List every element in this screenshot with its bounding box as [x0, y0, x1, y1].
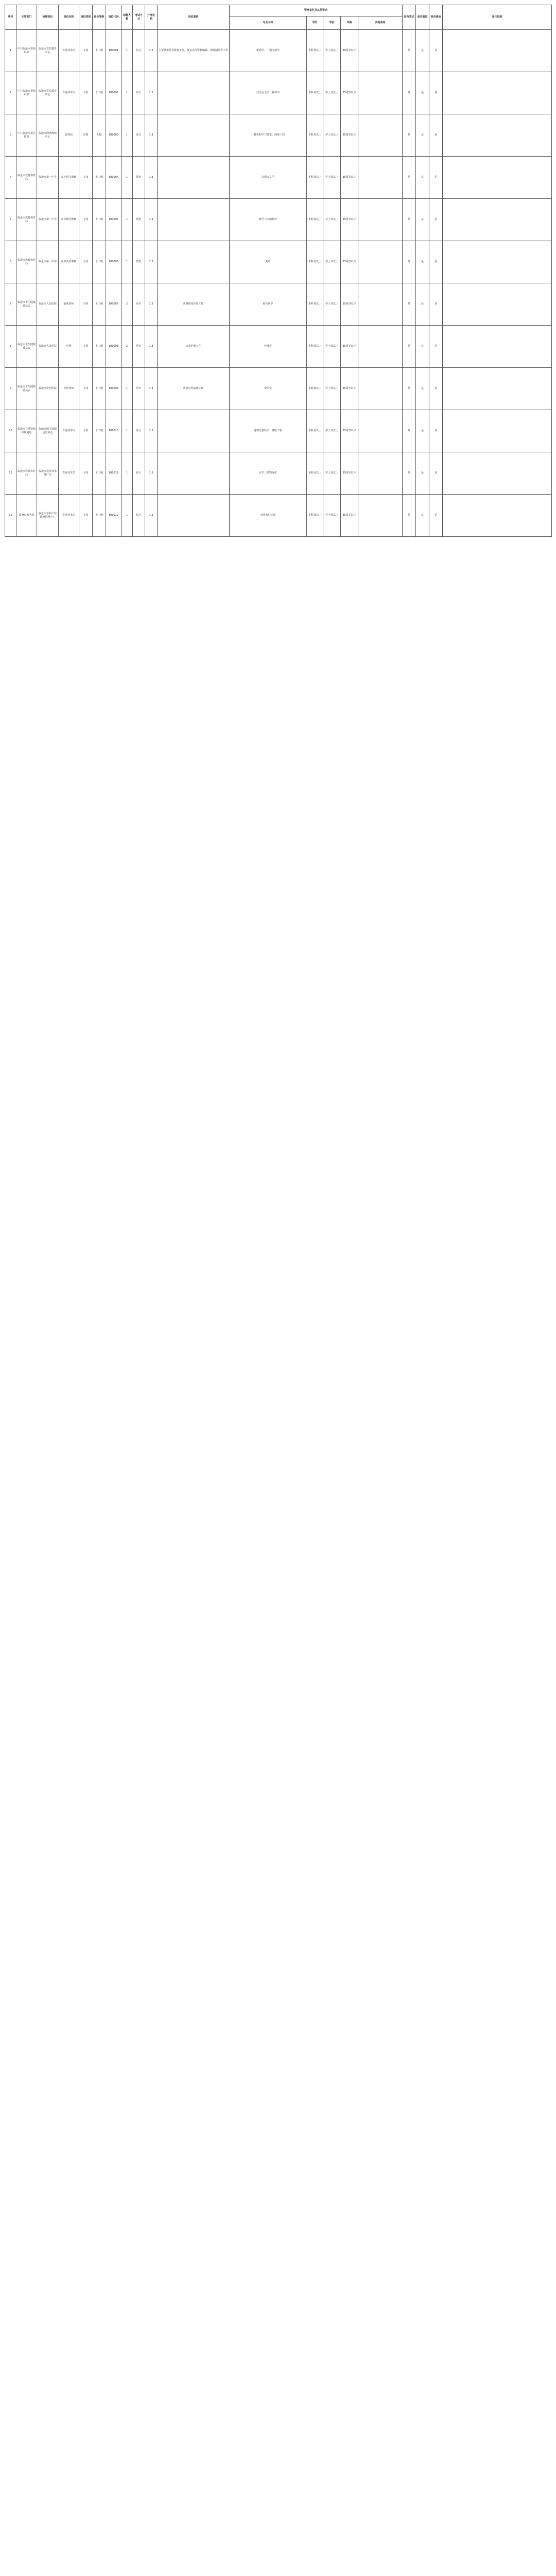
cell-method: 综合 — [133, 495, 145, 537]
cell-count: 1 — [121, 495, 133, 537]
cell-age: 35周岁以下 — [341, 283, 358, 326]
cell-count: 1 — [121, 452, 133, 495]
header-major: 专业名称 — [230, 16, 307, 30]
cell-deg: 学士及以上 — [323, 72, 341, 114]
header-edu: 学历 — [307, 16, 323, 30]
cell-level: 十二级 — [93, 72, 106, 114]
cell-age: 35周岁以下 — [341, 30, 358, 72]
cell-a: 是 — [403, 452, 416, 495]
cell-unit: 临沧市党员教育中心 — [37, 72, 59, 114]
cell-major: 农学、植物保护 — [230, 452, 307, 495]
cell-edu: 本科及以上 — [307, 157, 323, 199]
cell-remark — [443, 326, 552, 368]
cell-dept: 临沧市农业农村局 — [16, 452, 37, 495]
cell-remark — [443, 241, 552, 283]
cell-post: 高中数学教师 — [59, 199, 79, 241]
cell-type: 专技 — [79, 72, 93, 114]
cell-level: 十二级 — [93, 495, 106, 537]
header-exam-b: 是否面试 — [416, 5, 429, 30]
cell-ratio: 1:3 — [145, 452, 158, 495]
cell-type: 专技 — [79, 452, 93, 495]
cell-b: 是 — [416, 30, 429, 72]
cell-count: 2 — [121, 283, 133, 326]
cell-age: 35周岁以下 — [341, 241, 358, 283]
cell-other — [358, 452, 403, 495]
cell-other — [358, 241, 403, 283]
cell-post: 高中语文教师 — [59, 157, 79, 199]
cell-deg: 学士及以上 — [323, 283, 341, 326]
cell-count: 1 — [121, 241, 133, 283]
cell-post: 农业技术员 — [59, 452, 79, 495]
cell-index: 10 — [5, 410, 16, 452]
cell-duty — [158, 241, 230, 283]
cell-dept: 临沧市卫生健康委员会 — [16, 368, 37, 410]
cell-post: 专业技术岗 — [59, 410, 79, 452]
cell-age: 35周岁以下 — [341, 452, 358, 495]
cell-level: 十二级 — [93, 157, 106, 199]
cell-level: 十二级 — [93, 326, 106, 368]
cell-deg: 学士及以上 — [323, 495, 341, 537]
cell-duty: 从事临床医疗工作 — [158, 283, 230, 326]
cell-b: 是 — [416, 199, 429, 241]
cell-deg: 学士及以上 — [323, 114, 341, 157]
cell-dept: 中共临沧市委组织部 — [16, 30, 37, 72]
cell-b: 是 — [416, 452, 429, 495]
cell-duty: 从事中医临床工作 — [158, 368, 230, 410]
cell-major: 护理学 — [230, 326, 307, 368]
cell-type: 专技 — [79, 283, 93, 326]
cell-count: 1 — [121, 199, 133, 241]
cell-edu: 本科及以上 — [307, 114, 323, 157]
cell-other — [358, 495, 403, 537]
cell-type: 专技 — [79, 368, 93, 410]
cell-remark — [443, 368, 552, 410]
cell-other — [358, 30, 403, 72]
cell-duty — [158, 157, 230, 199]
table-row — [5, 368, 552, 410]
table-row — [5, 157, 552, 199]
cell-type: 专技 — [79, 410, 93, 452]
cell-code: 100008 — [106, 326, 121, 368]
cell-dept: 临沧市卫生健康委员会 — [16, 283, 37, 326]
cell-unit: 临沧市第一中学 — [37, 241, 59, 283]
cell-duty — [158, 114, 230, 157]
cell-b: 是 — [416, 368, 429, 410]
cell-type: 专技 — [79, 30, 93, 72]
cell-unit: 临沧市第一中学 — [37, 157, 59, 199]
cell-level: 十二级 — [93, 368, 106, 410]
cell-unit: 临沧市网络舆情中心 — [37, 114, 59, 157]
cell-unit: 临沧市水利工程建设管理中心 — [37, 495, 59, 537]
cell-ratio: 1:3 — [145, 495, 158, 537]
cell-method: 综合 — [133, 410, 145, 452]
cell-c: 是 — [429, 157, 443, 199]
cell-c: 是 — [429, 495, 443, 537]
cell-duty — [158, 72, 230, 114]
cell-c: 是 — [429, 283, 443, 326]
cell-dept: 临沧市教育体育局 — [16, 157, 37, 199]
cell-ratio: 1:3 — [145, 157, 158, 199]
header-method: 考试方式 — [133, 5, 145, 30]
cell-other — [358, 410, 403, 452]
cell-a: 是 — [403, 241, 416, 283]
cell-b: 是 — [416, 283, 429, 326]
cell-dept: 临沧市教育体育局 — [16, 199, 37, 241]
cell-type: 管理 — [79, 114, 93, 157]
header-exam-a: 是否笔试 — [403, 5, 416, 30]
cell-level: 十二级 — [93, 410, 106, 452]
cell-unit: 临沧市人民医院 — [37, 283, 59, 326]
cell-dept: 中共临沧市委组织部 — [16, 72, 37, 114]
recruitment-table — [5, 5, 552, 537]
header-count: 招聘人数 — [121, 5, 133, 30]
cell-count: 1 — [121, 30, 133, 72]
cell-c: 是 — [429, 241, 443, 283]
cell-index: 2 — [5, 72, 16, 114]
header-exam-c: 是否体检 — [429, 5, 443, 30]
cell-age: 35周岁以下 — [341, 72, 358, 114]
cell-method: 综合 — [133, 452, 145, 495]
header-ratio: 开考比例 — [145, 5, 158, 30]
table-row — [5, 30, 552, 72]
cell-code: 100005 — [106, 199, 121, 241]
table-body — [5, 30, 552, 537]
cell-code: 100007 — [106, 283, 121, 326]
cell-ratio: 1:3 — [145, 410, 158, 452]
cell-a: 是 — [403, 157, 416, 199]
cell-unit: 临沧市农业技术推广站 — [37, 452, 59, 495]
table-row — [5, 114, 552, 157]
cell-major: 中医学 — [230, 368, 307, 410]
cell-count: 1 — [121, 368, 133, 410]
cell-unit: 临沧市第一中学 — [37, 199, 59, 241]
cell-index: 4 — [5, 157, 16, 199]
cell-major: 水利水电工程 — [230, 495, 307, 537]
cell-deg: 学士及以上 — [323, 368, 341, 410]
header-other: 其他条件 — [358, 16, 403, 30]
cell-post: 中医医师 — [59, 368, 79, 410]
header-unit: 招聘单位 — [37, 5, 59, 30]
cell-method: 综合 — [133, 30, 145, 72]
cell-c: 是 — [429, 410, 443, 452]
cell-c: 是 — [429, 72, 443, 114]
cell-unit: 临沧市中医医院 — [37, 368, 59, 410]
cell-age: 35周岁以下 — [341, 114, 358, 157]
cell-remark — [443, 199, 552, 241]
cell-major: 数学与应用数学 — [230, 199, 307, 241]
cell-edu: 本科及以上 — [307, 30, 323, 72]
cell-level: 九级 — [93, 114, 106, 157]
cell-level: 十二级 — [93, 283, 106, 326]
header-post-type: 岗位类别 — [79, 5, 93, 30]
cell-major: 汉语言文学、秘书学 — [230, 72, 307, 114]
cell-type: 专技 — [79, 495, 93, 537]
cell-ratio: 1:3 — [145, 283, 158, 326]
cell-other — [358, 157, 403, 199]
cell-a: 是 — [403, 30, 416, 72]
cell-ratio: 1:3 — [145, 199, 158, 241]
cell-c: 是 — [429, 199, 443, 241]
cell-method: 医疗 — [133, 368, 145, 410]
table-row — [5, 326, 552, 368]
cell-c: 是 — [429, 326, 443, 368]
cell-post: 临床医师 — [59, 283, 79, 326]
table-row — [5, 241, 552, 283]
cell-b: 是 — [416, 72, 429, 114]
cell-age: 35周岁以下 — [341, 199, 358, 241]
cell-unit: 临沧市人民医院 — [37, 326, 59, 368]
cell-remark — [443, 410, 552, 452]
cell-post: 专业技术岗 — [59, 495, 79, 537]
cell-major: 地理信息科学、测绘工程 — [230, 410, 307, 452]
cell-a: 是 — [403, 72, 416, 114]
cell-duty — [158, 199, 230, 241]
cell-index: 1 — [5, 30, 16, 72]
cell-type: 专技 — [79, 157, 93, 199]
cell-major: 新闻学、广播电视学 — [230, 30, 307, 72]
cell-code: 100001 — [106, 30, 121, 72]
cell-ratio: 1:3 — [145, 241, 158, 283]
cell-level: 十二级 — [93, 452, 106, 495]
header-dept: 主管部门 — [16, 5, 37, 30]
cell-code: 100002 — [106, 72, 121, 114]
cell-other — [358, 368, 403, 410]
cell-other — [358, 199, 403, 241]
cell-duty — [158, 452, 230, 495]
cell-other — [358, 283, 403, 326]
cell-index: 12 — [5, 495, 16, 537]
cell-b: 是 — [416, 241, 429, 283]
cell-deg: 学士及以上 — [323, 410, 341, 452]
cell-a: 是 — [403, 199, 416, 241]
cell-remark — [443, 495, 552, 537]
cell-level: 十二级 — [93, 30, 106, 72]
cell-a: 是 — [403, 326, 416, 368]
cell-age: 35周岁以下 — [341, 326, 358, 368]
cell-duty — [158, 410, 230, 452]
cell-edu: 本科及以上 — [307, 452, 323, 495]
header-code: 岗位代码 — [106, 5, 121, 30]
cell-code: 100010 — [106, 410, 121, 452]
cell-age: 35周岁以下 — [341, 495, 358, 537]
cell-other — [358, 72, 403, 114]
cell-remark — [443, 157, 552, 199]
cell-code: 100012 — [106, 495, 121, 537]
cell-a: 是 — [403, 368, 416, 410]
cell-age: 35周岁以下 — [341, 368, 358, 410]
cell-edu: 本科及以上 — [307, 368, 323, 410]
cell-post: 护理 — [59, 326, 79, 368]
cell-c: 是 — [429, 114, 443, 157]
table-row — [5, 410, 552, 452]
cell-code: 100006 — [106, 241, 121, 283]
cell-post: 高中英语教师 — [59, 241, 79, 283]
cell-deg: 学士及以上 — [323, 157, 341, 199]
cell-age: 35周岁以下 — [341, 410, 358, 452]
cell-code: 100003 — [106, 114, 121, 157]
cell-c: 是 — [429, 452, 443, 495]
cell-deg: 学士及以上 — [323, 199, 341, 241]
cell-post: 专业技术岗 — [59, 72, 79, 114]
cell-index: 8 — [5, 326, 16, 368]
table-row — [5, 72, 552, 114]
cell-edu: 本科及以上 — [307, 495, 323, 537]
cell-edu: 本科及以上 — [307, 199, 323, 241]
cell-count: 1 — [121, 114, 133, 157]
cell-major: 汉语言文学 — [230, 157, 307, 199]
cell-type: 专技 — [79, 199, 93, 241]
cell-b: 是 — [416, 495, 429, 537]
cell-ratio: 1:3 — [145, 326, 158, 368]
table-header-row-top — [5, 5, 552, 16]
cell-code: 100004 — [106, 157, 121, 199]
cell-age: 35周岁以下 — [341, 157, 358, 199]
cell-method: 综合 — [133, 72, 145, 114]
cell-ratio: 1:3 — [145, 72, 158, 114]
cell-dept: 中共临沧市委宣传部 — [16, 114, 37, 157]
header-age: 年龄 — [341, 16, 358, 30]
cell-edu: 本科及以上 — [307, 326, 323, 368]
table-row — [5, 283, 552, 326]
cell-ratio: 1:3 — [145, 30, 158, 72]
cell-major: 计算机科学与技术、网络工程 — [230, 114, 307, 157]
cell-unit: 临沧市国土资源信息中心 — [37, 410, 59, 452]
cell-a: 是 — [403, 495, 416, 537]
cell-duty — [158, 495, 230, 537]
cell-method: 综合 — [133, 114, 145, 157]
header-remark: 备注说明 — [443, 5, 552, 30]
cell-duty: 主要从事党员教育工作，负责宣传资料编辑、视频制作等工作 — [158, 30, 230, 72]
cell-duty: 从事护理工作 — [158, 326, 230, 368]
cell-index: 3 — [5, 114, 16, 157]
cell-deg: 学士及以上 — [323, 241, 341, 283]
cell-remark — [443, 283, 552, 326]
cell-index: 5 — [5, 199, 16, 241]
header-post: 岗位名称 — [59, 5, 79, 30]
table-row — [5, 495, 552, 537]
cell-method: 教育 — [133, 157, 145, 199]
cell-b: 是 — [416, 326, 429, 368]
recruitment-table-sheet — [5, 5, 551, 537]
cell-type: 专技 — [79, 326, 93, 368]
cell-dept: 临沧市卫生健康委员会 — [16, 326, 37, 368]
cell-remark — [443, 114, 552, 157]
cell-b: 是 — [416, 157, 429, 199]
cell-other — [358, 114, 403, 157]
cell-method: 医疗 — [133, 326, 145, 368]
cell-dept: 临沧市水务局 — [16, 495, 37, 537]
cell-level: 十二级 — [93, 199, 106, 241]
cell-dept: 临沧市教育体育局 — [16, 241, 37, 283]
cell-method: 教育 — [133, 199, 145, 241]
cell-ratio: 1:3 — [145, 114, 158, 157]
header-group-conditions: 资格条件及其他要求 — [230, 5, 403, 16]
cell-level: 十二级 — [93, 241, 106, 283]
cell-edu: 本科及以上 — [307, 241, 323, 283]
cell-a: 是 — [403, 114, 416, 157]
header-degree: 学位 — [323, 16, 341, 30]
cell-a: 是 — [403, 410, 416, 452]
cell-c: 是 — [429, 30, 443, 72]
cell-edu: 本科及以上 — [307, 72, 323, 114]
cell-ratio: 1:3 — [145, 368, 158, 410]
cell-index: 6 — [5, 241, 16, 283]
table-row — [5, 199, 552, 241]
cell-code: 100011 — [106, 452, 121, 495]
cell-major: 临床医学 — [230, 283, 307, 326]
cell-type: 专技 — [79, 241, 93, 283]
cell-index: 11 — [5, 452, 16, 495]
cell-index: 7 — [5, 283, 16, 326]
header-level: 岗位等级 — [93, 5, 106, 30]
cell-deg: 学士及以上 — [323, 326, 341, 368]
header-index: 序号 — [5, 5, 16, 30]
cell-c: 是 — [429, 368, 443, 410]
cell-other — [358, 326, 403, 368]
cell-count: 2 — [121, 326, 133, 368]
cell-remark — [443, 72, 552, 114]
cell-index: 9 — [5, 368, 16, 410]
table-row — [5, 452, 552, 495]
cell-b: 是 — [416, 410, 429, 452]
cell-remark — [443, 30, 552, 72]
cell-post: 管理岗 — [59, 114, 79, 157]
cell-post: 专业技术岗 — [59, 30, 79, 72]
header-duty: 岗位职责 — [158, 5, 230, 30]
cell-deg: 学士及以上 — [323, 452, 341, 495]
cell-dept: 临沧市自然资源和规划局 — [16, 410, 37, 452]
cell-b: 是 — [416, 114, 429, 157]
cell-major: 英语 — [230, 241, 307, 283]
cell-edu: 本科及以上 — [307, 283, 323, 326]
cell-method: 教育 — [133, 241, 145, 283]
cell-method: 医疗 — [133, 283, 145, 326]
cell-count: 1 — [121, 157, 133, 199]
cell-unit: 临沧市党员教育中心 — [37, 30, 59, 72]
cell-count: 1 — [121, 410, 133, 452]
cell-count: 1 — [121, 72, 133, 114]
cell-remark — [443, 452, 552, 495]
cell-code: 100009 — [106, 368, 121, 410]
cell-edu: 本科及以上 — [307, 410, 323, 452]
cell-a: 是 — [403, 283, 416, 326]
cell-deg: 学士及以上 — [323, 30, 341, 72]
